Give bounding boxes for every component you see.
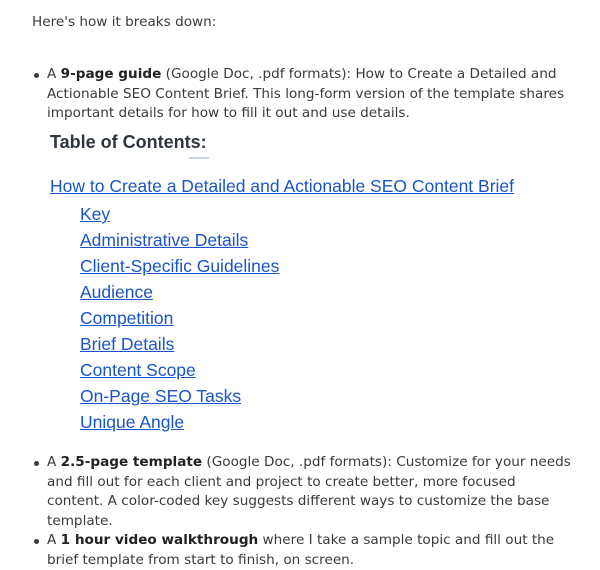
bullet-video-text: where I take a sample topic and fill out the brief template from start to finish, on screen. [47, 532, 555, 568]
bullet-video-pre: A [47, 532, 61, 548]
toc-link-competition[interactable]: Competition [80, 308, 174, 328]
bullet-template-bold: 2.5-page template [60, 454, 203, 470]
toc-link-client-specific-guidelines[interactable]: Client-Specific Guidelines [80, 256, 280, 276]
bullet-guide-pre: A [47, 66, 61, 82]
bullet-template [32, 453, 572, 531]
toc-link-unique-angle[interactable]: Unique Angle [80, 412, 185, 432]
bullet-guide [32, 65, 572, 124]
bullet-guide-bold: 9-page guide [60, 66, 162, 82]
bullet-guide-text: (Google Doc, .pdf formats): How to Create a Detailed and Actionable SEO Content Brief. This long-form version of the template shares important details for how to fill it out and use details. [47, 66, 565, 121]
toc-title: Table of Contents: [50, 132, 207, 152]
toc-link-on-page-seo-tasks[interactable]: On-Page SEO Tasks [80, 386, 242, 406]
bullet-video-bold: 1 hour video walkthrough [60, 532, 259, 548]
toc-link-brief-details[interactable]: Brief Details [80, 334, 175, 354]
bullet-list-top [32, 65, 572, 124]
intro-text: Here's how it breaks down: [32, 14, 217, 30]
bullet-template-text: (Google Doc, .pdf formats): Customize for your needs and fill out for each client and project to create better, more focused content. A color-coded key suggests different ways to customize the base template. [47, 454, 571, 529]
bullet-video [32, 531, 572, 570]
bullet-list-bottom [32, 453, 572, 570]
table-of-contents [50, 132, 515, 432]
toc-link-audience[interactable]: Audience [80, 282, 153, 302]
bullet-template-pre: A [47, 454, 61, 470]
toc-link-administrative-details[interactable]: Administrative Details [80, 230, 249, 250]
toc-link-main[interactable]: How to Create a Detailed and Actionable SEO Content Brief [50, 176, 515, 196]
toc-link-content-scope[interactable]: Content Scope [80, 360, 196, 380]
toc-link-key[interactable]: Key [80, 204, 111, 224]
